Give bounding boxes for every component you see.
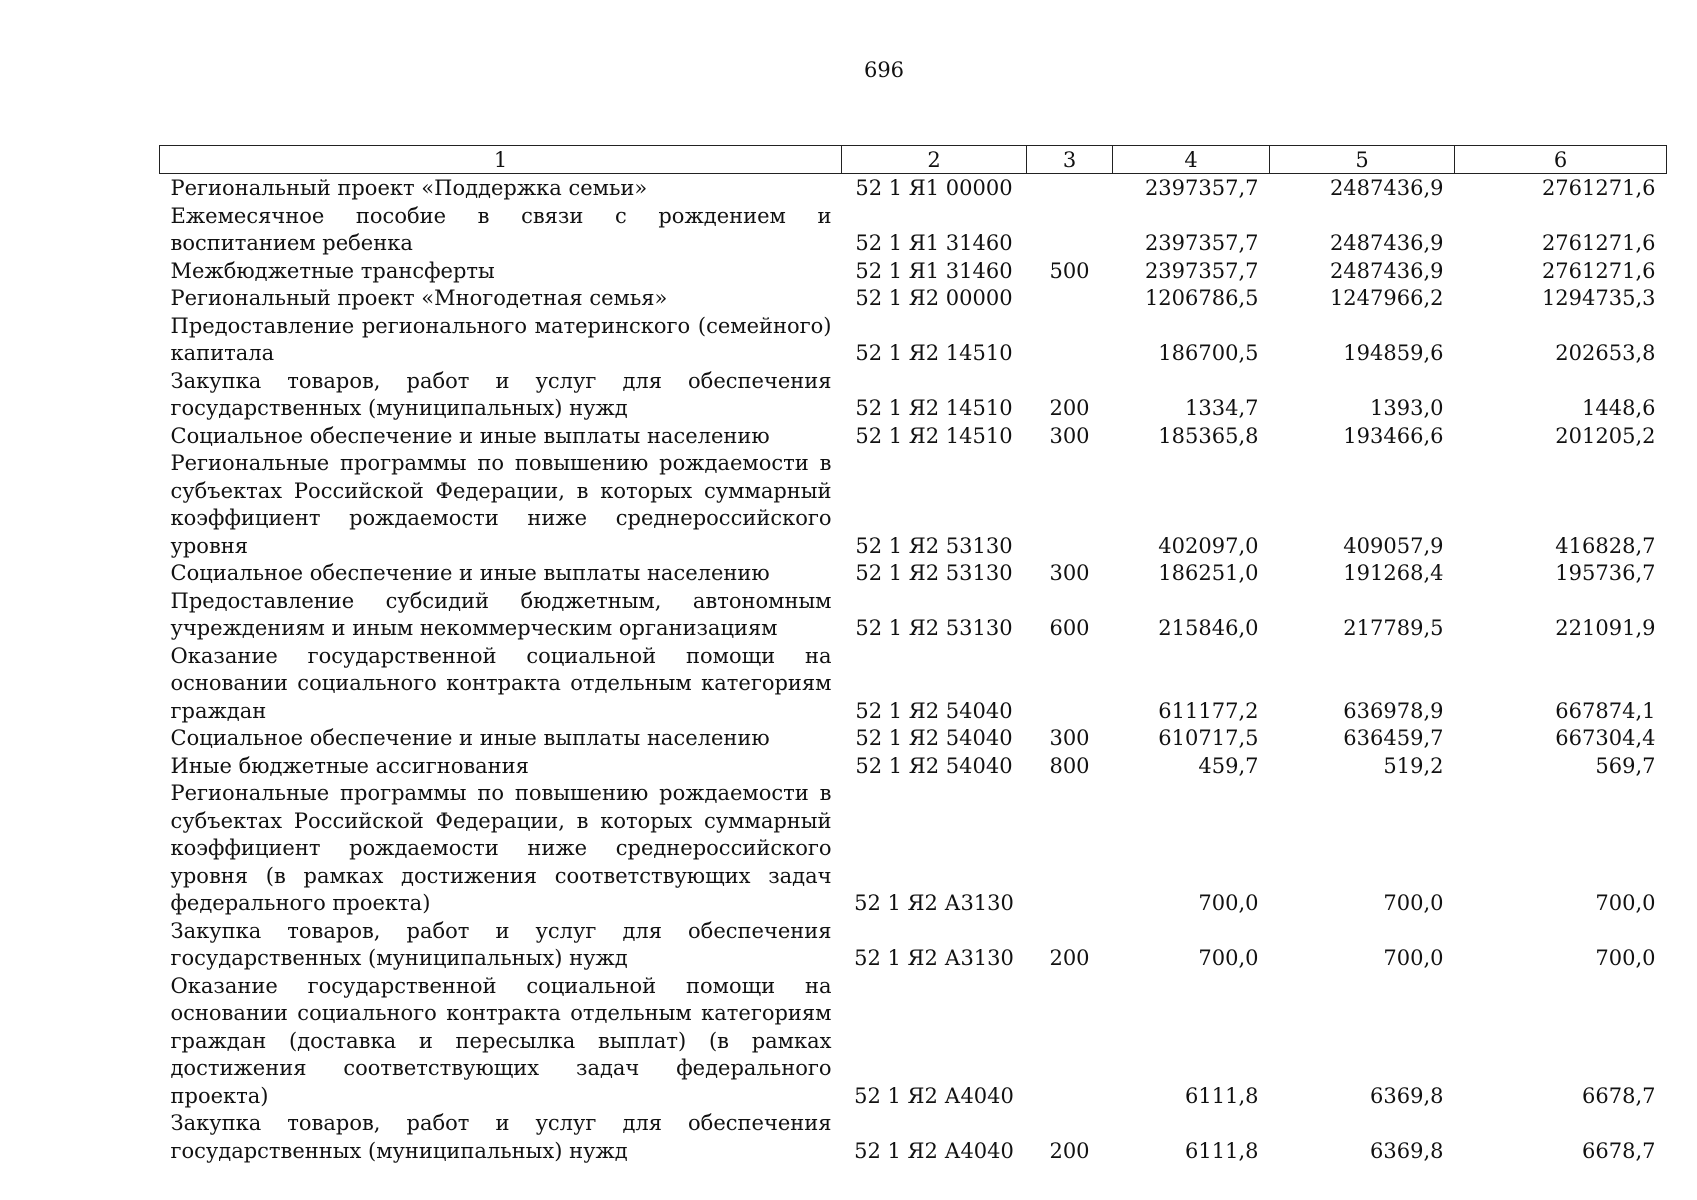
row-amount-year-2: 6369,8 [1370, 1138, 1444, 1163]
row-amount-year-1: 186251,0 [1158, 561, 1259, 585]
column-header-2: 2 [842, 146, 1027, 174]
row-code: 52 1 Я2 А4040 [854, 1138, 1014, 1163]
row-amount-year-3: 2761271,6 [1541, 258, 1656, 283]
row-amount-year-2: 6369,8 [1370, 1083, 1444, 1108]
row-name: Региональные программы по повышению рождаемости в субъектах Российской Федерации, в которых суммарный коэффициент рождаемости ниже среднероссийского уровня (в рамках достижения соответствующих задач федерального проекта) [170, 781, 832, 915]
row-amount-year-3: 6678,7 [1582, 1138, 1656, 1163]
column-header-4: 4 [1113, 146, 1270, 174]
row-expense-type [1027, 780, 1113, 918]
row-expense-type [1027, 313, 1113, 368]
row-amount-year-1: 611177,2 [1158, 698, 1259, 723]
row-expense-type: 300 [1049, 423, 1090, 448]
row-expense-type [1027, 973, 1113, 1111]
row-name: Предоставление субсидий бюджетным, автономным учреждениям и иным некоммерческим организациям [170, 588, 832, 640]
row-amount-year-3: 1294735,3 [1541, 286, 1656, 310]
row-amount-year-2: 1393,0 [1370, 396, 1444, 420]
row-expense-type [1027, 643, 1113, 726]
row-name: Региональный проект «Поддержка семьи» [170, 176, 648, 200]
row-name: Оказание государственной социальной помощи на основании социального контракта отдельным категориям граждан [170, 643, 832, 723]
row-name: Закупка товаров, работ и услуг для обеспечения государственных (муниципальных) нужд [170, 1111, 832, 1163]
column-header-5: 5 [1270, 146, 1455, 174]
row-code: 52 1 Я1 31460 [855, 258, 1013, 283]
row-code: 52 1 Я2 54040 [855, 726, 1013, 750]
table-row [160, 918, 1667, 973]
budget-table [159, 145, 1667, 1165]
row-amount-year-1: 1334,7 [1185, 396, 1259, 420]
table-row [160, 725, 1667, 753]
table-body [160, 174, 1667, 1166]
row-amount-year-2: 409057,9 [1343, 533, 1444, 558]
row-amount-year-2: 636978,9 [1343, 698, 1444, 723]
row-code: 52 1 Я2 53130 [855, 616, 1013, 640]
row-amount-year-3: 201205,2 [1555, 423, 1656, 448]
table-row [160, 450, 1667, 560]
row-code: 52 1 Я2 А3130 [854, 891, 1014, 915]
row-expense-type [1027, 450, 1113, 560]
row-name: Иные бюджетные ассигнования [170, 753, 529, 778]
row-amount-year-1: 6111,8 [1185, 1138, 1259, 1163]
row-amount-year-3: 700,0 [1595, 891, 1656, 915]
row-amount-year-2: 217789,5 [1343, 616, 1444, 640]
row-amount-year-2: 700,0 [1383, 891, 1444, 915]
row-amount-year-2: 700,0 [1383, 946, 1444, 970]
row-amount-year-3: 667874,1 [1555, 698, 1656, 723]
row-expense-type [1027, 285, 1113, 313]
row-name: Социальное обеспечение и иные выплаты населению [170, 423, 770, 448]
row-amount-year-2: 193466,6 [1343, 423, 1444, 448]
table-row [160, 973, 1667, 1111]
row-amount-year-1: 2397357,7 [1144, 258, 1259, 283]
row-name: Социальное обеспечение и иные выплаты населению [170, 561, 770, 585]
row-code: 52 1 Я2 53130 [855, 533, 1013, 558]
table-row [160, 1110, 1667, 1165]
table-row [160, 203, 1667, 258]
row-name: Региональные программы по повышению рождаемости в субъектах Российской Федерации, в которых суммарный коэффициент рождаемости ниже среднероссийского уровня [170, 451, 832, 558]
row-code: 52 1 Я2 А4040 [854, 1083, 1014, 1108]
row-expense-type: 600 [1049, 616, 1090, 640]
row-amount-year-3: 1448,6 [1582, 396, 1656, 420]
table-row [160, 753, 1667, 781]
row-amount-year-3: 667304,4 [1555, 726, 1656, 750]
row-expense-type [1027, 174, 1113, 203]
row-amount-year-2: 194859,6 [1343, 341, 1444, 365]
row-name: Социальное обеспечение и иные выплаты населению [170, 726, 770, 750]
row-name: Региональный проект «Многодетная семья» [170, 286, 668, 310]
table-row [160, 780, 1667, 918]
row-code: 52 1 Я2 14510 [855, 341, 1013, 365]
row-amount-year-1: 185365,8 [1158, 423, 1259, 448]
row-amount-year-1: 215846,0 [1158, 616, 1259, 640]
row-amount-year-3: 6678,7 [1582, 1083, 1656, 1108]
row-expense-type [1027, 203, 1113, 258]
row-amount-year-1: 402097,0 [1158, 533, 1259, 558]
row-amount-year-1: 2397357,7 [1144, 176, 1259, 200]
table-row [160, 285, 1667, 313]
row-amount-year-3: 2761271,6 [1541, 231, 1656, 255]
row-expense-type: 200 [1049, 1138, 1090, 1163]
row-code: 52 1 Я2 14510 [855, 396, 1013, 420]
row-code: 52 1 Я2 А3130 [854, 946, 1014, 970]
row-amount-year-2: 1247966,2 [1329, 286, 1444, 310]
column-header-1: 1 [160, 146, 842, 174]
row-expense-type: 500 [1049, 258, 1090, 283]
row-expense-type: 200 [1049, 946, 1090, 970]
row-name: Ежемесячное пособие в связи с рождением и воспитанием ребенка [170, 203, 832, 255]
row-amount-year-3: 202653,8 [1555, 341, 1656, 365]
row-amount-year-1: 6111,8 [1185, 1083, 1259, 1108]
row-amount-year-3: 569,7 [1595, 753, 1656, 778]
row-expense-type: 300 [1049, 561, 1090, 585]
table-row [160, 258, 1667, 286]
row-name: Закупка товаров, работ и услуг для обеспечения государственных (муниципальных) нужд [170, 368, 832, 420]
row-name: Оказание государственной социальной помощи на основании социального контракта отдельным категориям граждан (доставка и пересылка выплат) (в рамках достижения соответствующих задач федерального проекта) [170, 973, 832, 1108]
row-amount-year-2: 191268,4 [1343, 561, 1444, 585]
table-row [160, 174, 1667, 203]
row-code: 52 1 Я2 54040 [855, 698, 1013, 723]
row-code: 52 1 Я2 54040 [855, 753, 1013, 778]
row-code: 52 1 Я2 14510 [855, 423, 1013, 448]
table-row [160, 368, 1667, 423]
row-amount-year-1: 700,0 [1198, 946, 1259, 970]
table-row [160, 423, 1667, 451]
row-amount-year-2: 2487436,9 [1329, 231, 1444, 255]
table-row [160, 560, 1667, 588]
row-amount-year-1: 700,0 [1198, 891, 1259, 915]
column-header-3: 3 [1027, 146, 1113, 174]
header-row [160, 146, 1667, 174]
row-amount-year-2: 2487436,9 [1329, 258, 1444, 283]
row-amount-year-1: 459,7 [1198, 753, 1259, 778]
table-row [160, 588, 1667, 643]
row-name: Закупка товаров, работ и услуг для обеспечения государственных (муниципальных) нужд [170, 918, 832, 970]
table-row [160, 643, 1667, 726]
row-amount-year-3: 700,0 [1595, 946, 1656, 970]
row-amount-year-3: 195736,7 [1555, 561, 1656, 585]
row-amount-year-1: 2397357,7 [1144, 231, 1259, 255]
row-expense-type: 300 [1049, 726, 1090, 750]
table-row [160, 313, 1667, 368]
row-expense-type: 200 [1049, 396, 1090, 420]
row-expense-type: 800 [1049, 753, 1090, 778]
row-amount-year-3: 221091,9 [1555, 616, 1656, 640]
row-amount-year-3: 2761271,6 [1541, 176, 1656, 200]
row-amount-year-1: 186700,5 [1158, 341, 1259, 365]
row-name: Межбюджетные трансферты [170, 258, 495, 283]
row-code: 52 1 Я1 31460 [855, 231, 1013, 255]
row-amount-year-2: 2487436,9 [1329, 176, 1444, 200]
row-amount-year-2: 636459,7 [1343, 726, 1444, 750]
row-amount-year-2: 519,2 [1383, 753, 1444, 778]
column-header-6: 6 [1455, 146, 1667, 174]
row-name: Предоставление регионального материнского (семейного) капитала [170, 313, 832, 365]
row-amount-year-3: 416828,7 [1555, 533, 1656, 558]
row-code: 52 1 Я2 00000 [855, 286, 1013, 310]
row-amount-year-1: 1206786,5 [1144, 286, 1259, 310]
row-code: 52 1 Я1 00000 [855, 176, 1013, 200]
row-code: 52 1 Я2 53130 [855, 561, 1013, 585]
page-number: 696 [863, 58, 905, 82]
row-amount-year-1: 610717,5 [1158, 726, 1259, 750]
